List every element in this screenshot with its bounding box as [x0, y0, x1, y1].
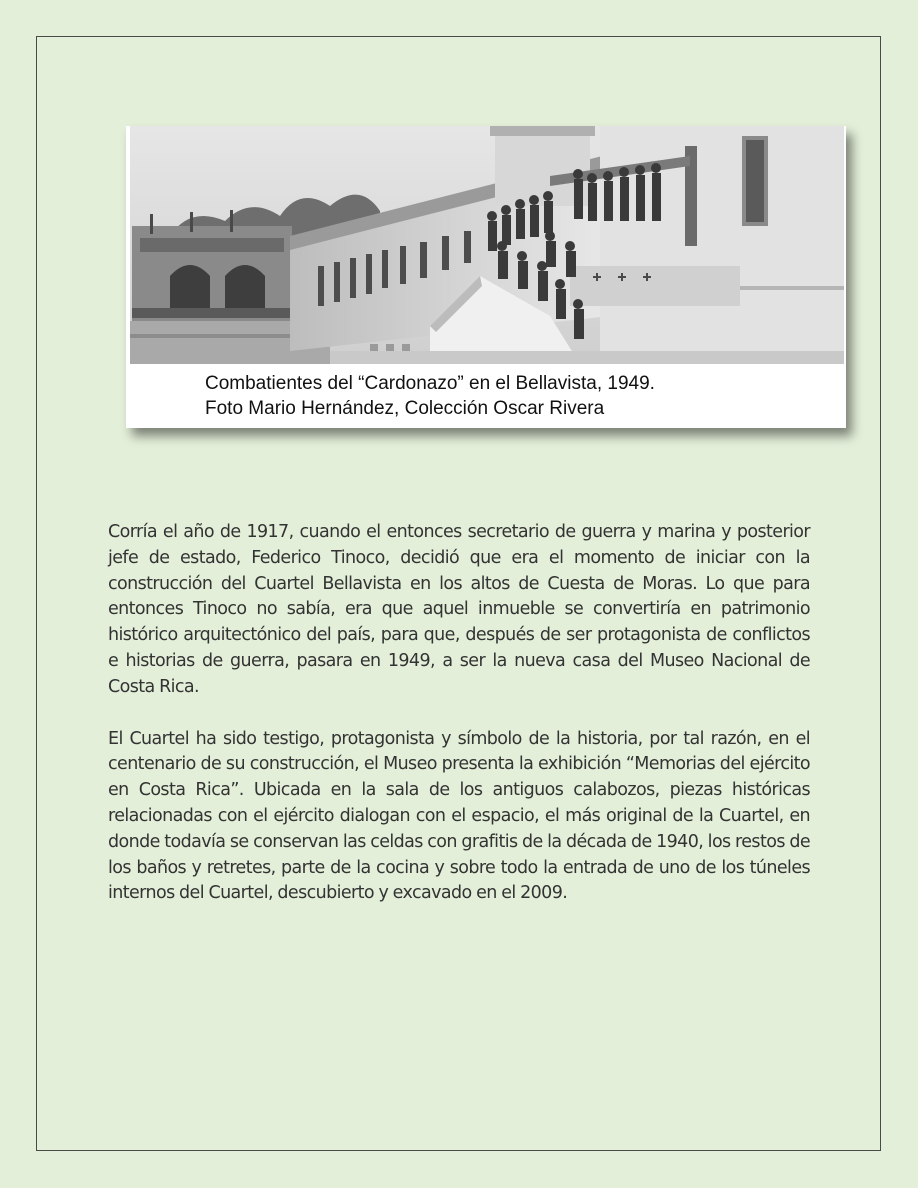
photo-figure [126, 126, 846, 428]
paragraph-1: Corría el año de 1917, cuando el entonces secretario de guerra y marina y posterior jefe de estado, Federico Tinoco, decidió que era el momento de iniciar con la construcción del Cuartel Bellavista en los altos de Cuesta de Moras. Lo que para entonces Tinoco no sabía, era que aquel inmueble se convertiría en patrimonio histórico arquitectónico del país, para que, después de ser protagonista de conflictos e historias de guerra, pasara en 1949, a ser la nueva casa del Museo Nacional de Costa Rica. [108, 522, 810, 697]
caption-line-2: Foto Mario Hernández, Colección Oscar Rivera [205, 398, 605, 419]
paragraph-2: El Cuartel ha sido testigo, protagonista y símbolo de la historia, por tal razón, en el centenario de su construcción, el Museo presenta la exhibición “Memorias del ejército en Costa Rica”. Ubicada en la sala de los antiguos calabozos, piezas históricas relacionadas con el ejército dialogan con el espacio, el más original de la Cuartel, en donde todavía se conservan las celdas con grafitis de la década de 1940, los restos de los baños y retretes, parte de la cocina y sobre todo la entrada de uno de los túneles internos del Cuartel, descubierto y excavado en el 2009. [108, 728, 810, 904]
caption-line-1: Combatientes del “Cardonazo” en el Bellavista, 1949. [205, 373, 655, 394]
article-body [108, 520, 810, 933]
photo-caption [205, 371, 655, 421]
historic-photo [130, 126, 844, 364]
